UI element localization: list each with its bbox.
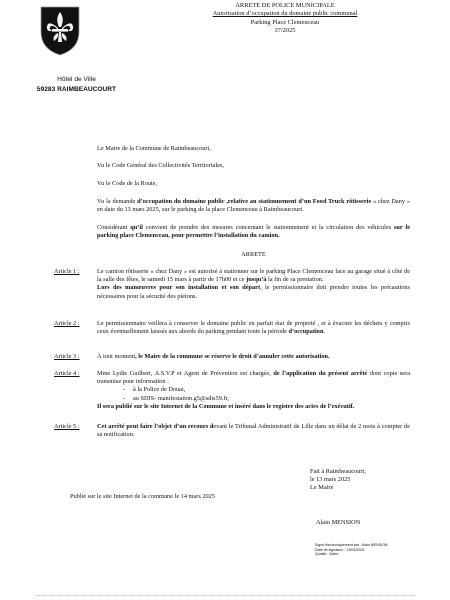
article-2-text: Le permissionnaire veillera à conserver le domaine public en parfait état de propreté , et à évacuer les déchets y compris ceux éventuellement laissés aux abords du parking pendant toute la période d’occupation.: [97, 320, 410, 336]
intro-vu-cgct: Vu le Code Général des Collectivités Territoriales,: [97, 162, 224, 169]
signatory-name: Alain MENSION: [316, 519, 361, 526]
esign-quality: Qualité : Maire: [315, 552, 339, 557]
article-4-text: Mme Lydie Guilbert, A.S.V.P et Agent de Prévention est chargée, de l’application du présent arrêté dont copie sera transmise pour information : - à la Police de Douai, - au SDIS- manifestation.g5@sdis59.fr, Il sera publié sur le site Internet de la Commune et inséré dans le registre des actes de l’exécutif.: [97, 370, 410, 411]
header-number: 37/2025: [274, 27, 296, 35]
intro-maire: Le Maire de la Commune de Raimbeaucourt,: [97, 145, 211, 152]
signature-block: [310, 468, 366, 493]
esign-date: Date de signature : 13/03/2025: [315, 547, 365, 552]
article-3-text: À tout moment, le Maire de la commune se réserve le droit d’annuler cette autorisation.: [97, 353, 330, 360]
coat-of-arms-logo: [40, 6, 80, 56]
intro-vu-demande: Vu la demande d’occupation du domaine public ,relative au stationnement d’un Food Truck rôtisserie « chez Dany » en date du 13 mars 2025, sur le parking de la place Clemenceau à Raimbeaucourt.: [97, 198, 410, 214]
esign-signer: Signé électroniquement par : Alain MENSION: [315, 543, 388, 547]
publication-notice: Publié sur le site Internet de la commune le 14 mars 2025: [70, 493, 215, 500]
article-5-text: Cet arrêté peut faire l’objet d’un recours devant le Tribunal Administratif de Lille dans un délai de 2 mois à compter de sa notification.: [97, 423, 410, 439]
article-3-label: Article 3 :: [54, 353, 80, 360]
recipient-sdis: - au SDIS- manifestation.g5@sdis59.fr,: [97, 395, 410, 403]
signature-place: Fait à Raimbeaucourt,: [310, 468, 366, 475]
recipient-list: [97, 386, 410, 402]
electronic-signature-stamp: [315, 543, 435, 557]
intro-vu-code-route: Vu le Code de la Route,: [97, 180, 158, 187]
article-5-label: Article 5 :: [54, 423, 80, 430]
town-hall-postcode: 59283 RAIMBEAUCOURT: [36, 86, 117, 93]
article-4-label: Article 4 :: [54, 370, 80, 377]
article-2-label: Article 2 :: [54, 320, 80, 327]
header-subject: Autorisation d’occupation du domaine public communal: [212, 10, 358, 18]
signature-role: Le Maire: [310, 484, 334, 492]
intro-considerant: Considérant qu’il convient de prendre des mesures concernant le stationnement et la circulation des véhicules sur le parking place Clemenceau, pour permettre l’installation du camion.: [97, 224, 410, 240]
footer-divider: [36, 595, 416, 598]
article-1-text: Le camion rôtisserie « chez Dany » est autorisé à stationner sur le parking Place Clemenceau face au garage situé à côté de la salle des fêtes, le samedi 15 mars à partir de 17h00 et ce jusqu’à la fin de sa prestation. Lors des manœuvres pour son installation et son départ, le permissionnaire doit prendre toutes les précautions nécessaires pour la sécurité des piétons.: [97, 268, 410, 300]
header-location: Parking Place Clemenceau: [250, 18, 320, 26]
article-1-label: Article 1 :: [54, 268, 80, 275]
header-title: ARRETE DE POLICE MUNICIPALE: [235, 2, 335, 9]
arrete-heading: ARRETE: [241, 251, 266, 258]
document-header: [200, 2, 370, 36]
recipient-police: - à la Police de Douai,: [97, 386, 410, 394]
signature-date: le 13 mars 2025: [310, 476, 351, 484]
town-hall-address: [34, 75, 119, 95]
town-hall-name: Hôtel de Ville: [57, 76, 96, 83]
